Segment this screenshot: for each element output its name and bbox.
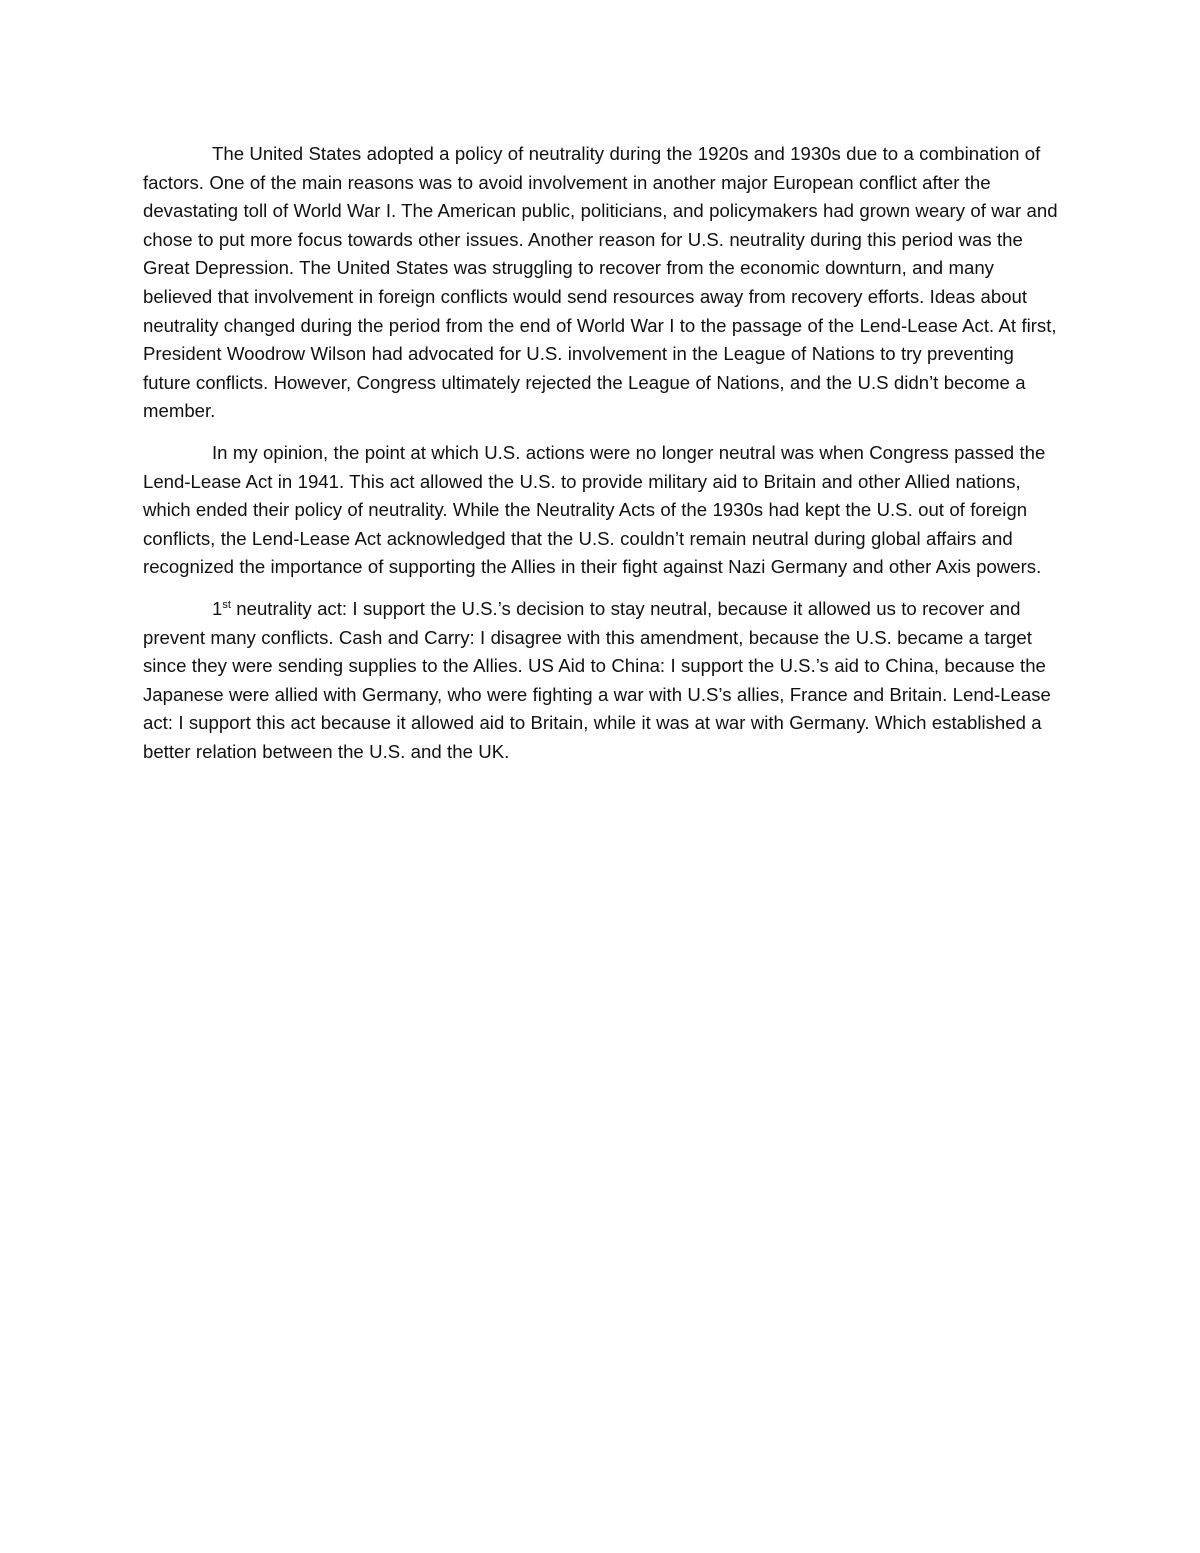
paragraph-2: In my opinion, the point at which U.S. actions were no longer neutral was when Congress passed the Lend-Lease Act in 1941. This act allowed the U.S. to provide military aid to Britain and other Allied nations, which ended their policy of neutrality. While the Neutrality Acts of the 1930s had kept the U.S. out of foreign conflicts, the Lend-Lease Act acknowledged that the U.S. couldn’t remain neutral during global affairs and recognized the importance of supporting the Allies in their fight against Nazi Germany and other Axis powers. — [143, 441, 1046, 578]
paragraph-1: The United States adopted a policy of neutrality during the 1920s and 1930s due to a combination of factors. One of the main reasons was to avoid involvement in another major European conflict after the devastating toll of World War I. The American public, politicians, and policymakers had grown weary of war and chose to put more focus towards other issues. Another reason for U.S. neutrality during this period was the Great Depression. The United States was struggling to recover from the economic downturn, and many believed that involvement in foreign conflicts would send resources away from recovery efforts. Ideas about neutrality changed during the period from the end of World War I to the passage of the Lend-Lease Act. At first, President Woodrow Wilson had advocated for U.S. involvement in the League of Nations to try preventing future conflicts. However, Congress ultimately rejected the League of Nations, and the U.S didn’t become a member. — [143, 143, 1058, 422]
paragraph-3-ordinal-superscript: st — [222, 598, 231, 611]
document-body — [143, 140, 1063, 779]
paragraph-3 — [143, 595, 1063, 767]
paragraph-3-text: neutrality act: I support the U.S.’s decision to stay neutral, because it allowed us to recover and prevent many conflicts. Cash and Carry: I disagree with this amendment, because the U.S. became a target since they were sending supplies to the Allies. US Aid to China: I support the U.S.’s aid to China, because the Japanese were allied with Germany, who were fighting a war with U.S’s allies, France and Britain. Lend-Lease act: I support this act because it allowed aid to Britain, while it was at war with Germany. Which established a better relation between the U.S. and the UK. — [143, 597, 1051, 762]
paragraph-3-lead-number: 1 — [212, 597, 223, 619]
